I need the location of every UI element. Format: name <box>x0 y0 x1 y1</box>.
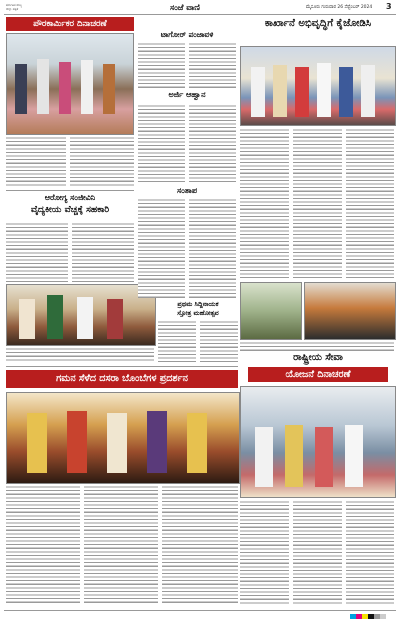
masthead-left-line2: ಜಿಲ್ಲಾ ಪತ್ರಿಕೆ <box>6 7 19 11</box>
pourakarmika-headline: ಪೌರಕಾರ್ಮಿಕರ ದಿನಾಚರಣೆ <box>6 17 134 31</box>
dasara-text-col1 <box>6 485 80 605</box>
nss-text-col2 <box>293 500 342 605</box>
nss-headline-line1: ರಾಷ್ಟ್ರೀಯ ಸೇವಾ <box>293 352 343 363</box>
dhyana-headline-line2: ಸ್ತೋತ್ರ ಮಹೋತ್ಸವ <box>177 309 219 317</box>
page-number: 3 <box>386 2 392 11</box>
tagore-text-col2 <box>189 42 236 88</box>
footer-rule <box>4 610 396 611</box>
masthead-left-line1: ಕರ್ನಾಟಕ ರಾಜ್ಯ <box>6 3 22 7</box>
dhyana-headline-line1: ಪ್ರಥಮ ಸಿದ್ದಿನಾಯಕ <box>177 300 219 308</box>
masthead-title: ಸಂಜೆ ವಾಣಿ <box>170 3 200 12</box>
karmane-text-col1 <box>240 128 289 278</box>
arjuna-text-col1 <box>138 104 185 184</box>
karmane-text-col3 <box>346 128 394 278</box>
arjuna-headline: ಅರ್ಜಿ ಆಹ್ವಾನ <box>168 90 206 99</box>
health-headline-line1: ಆರೋಗ್ಯ ಸಂಜೀವಿನಿ <box>44 193 96 202</box>
tagore-headline: ಟಾಗೋರ್ ಪಂಜಾವಳಿ <box>160 30 214 39</box>
dasara-photo <box>6 392 240 484</box>
santapa-headline: ಸಂತಾಪ <box>177 186 197 195</box>
karmane-photo <box>240 46 396 126</box>
dasara-rule <box>6 366 238 367</box>
arjuna-text-col2 <box>189 104 236 184</box>
health-rule <box>6 190 134 191</box>
health-caption <box>6 347 154 363</box>
registration-colorbar <box>350 614 386 619</box>
pourakarmika-text-col2 <box>70 136 134 188</box>
tagore-text-col1 <box>138 42 185 88</box>
masthead-rule <box>4 14 396 15</box>
middle-right-photo-2 <box>304 282 396 340</box>
registration-swatch <box>380 614 386 619</box>
middle-right-photo-1 <box>240 282 302 340</box>
nss-photo <box>240 386 396 498</box>
dhyana-text-col1 <box>158 320 196 364</box>
health-photo <box>6 284 156 346</box>
middle-right-caption <box>240 341 394 351</box>
dasara-text-col2 <box>84 485 158 605</box>
dasara-headline: ಗಮನ ಸೆಳೆದ ದಸರಾ ಬೊಂಬೆಗಳ ಪ್ರದರ್ಶನ <box>6 370 238 388</box>
health-text-col2 <box>72 222 134 282</box>
nss-headline-line2: ಯೋಜನೆ ದಿನಾಚರಣೆ <box>248 367 388 382</box>
masthead-left <box>6 3 22 11</box>
nss-text-col1 <box>240 500 289 605</box>
health-text-col1 <box>6 222 68 282</box>
pourakarmika-photo <box>6 33 134 135</box>
nss-text-col3 <box>346 500 394 605</box>
karmane-text-col2 <box>293 128 342 278</box>
health-headline-line2: ವೈದ್ಯಕೀಯ ವೆಚ್ಚಕ್ಕೆ ಸಹಕಾರಿ <box>30 205 110 215</box>
santapa-text-col1 <box>138 198 185 298</box>
dhyana-text-col2 <box>200 320 238 364</box>
santapa-text-col2 <box>189 198 236 298</box>
dasara-text-col3 <box>162 485 238 605</box>
karmane-headline: ಕಾರ್ಖಾನೆ ಅಭಿವೃದ್ಧಿಗೆ ಕೈಜೋಡಿಸಿ <box>264 18 372 29</box>
masthead-date: ಮೈಸೂರು ಗುರುವಾರ 26 ಸೆಪ್ಟೆಂಬರ್ 2024 <box>306 5 373 10</box>
pourakarmika-text-col1 <box>6 136 66 188</box>
